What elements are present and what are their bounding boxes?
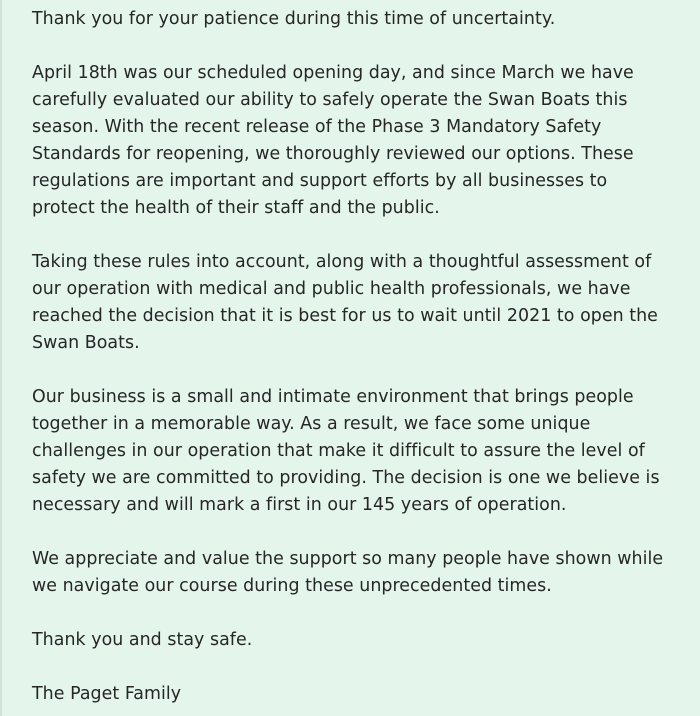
letter-closing: Thank you and stay safe. — [32, 630, 253, 650]
letter-greeting: Thank you for your patience during this time of uncertainty. — [32, 9, 556, 29]
letter-paragraph-opening-day: April 18th was our scheduled opening day, and since March we have carefully evaluated our ability to safely operate the Swan Boats this season. With the recent release of the Phase 3 Mandatory Safety Standards for reopening, we thoroughly reviewed our options. These regulations are important and support efforts by all businesses to protect the health of their staff and the public. — [32, 63, 634, 218]
letter-body — [32, 6, 672, 708]
letter-signature: The Paget Family — [32, 684, 182, 704]
letter-paragraph-decision: Taking these rules into account, along with a thoughtful assessment of our operation with medical and public health professionals, we have reached the decision that it is best for us to wait until 2021 to open the Swan Boats. — [32, 252, 658, 353]
letter-paragraph-business: Our business is a small and intimate environment that brings people together in a memorable way. As a result, we face some unique challenges in our operation that make it difficult to assure the level of safety we are committed to providing. The decision is one we believe is necessary and will mark a first in our 145 years of operation. — [32, 387, 660, 515]
page-bottom-edge — [2, 708, 700, 716]
letter-paragraph-appreciation: We appreciate and value the support so many people have shown while we navigate our course during these unprecedented times. — [32, 549, 664, 596]
